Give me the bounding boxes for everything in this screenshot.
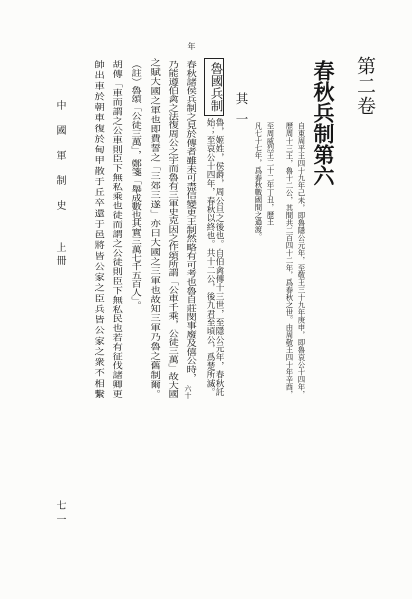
body-column: 春秋諸侯兵制之見於傳者雖未可盡信變更王制然略有可考也魯自莊閔事廢及僖公時，: [184, 60, 197, 382]
volume-label: 第二卷: [354, 56, 376, 116]
chapter-note-line: 至周威烈王二十二年丁丑，歷王: [266, 122, 275, 226]
body-column: 乃能遵伯禽之法復周公之宇而魯有三軍史克因之作頌所謂「公車千乘，公徒三萬」故大國: [166, 60, 179, 398]
inline-note-head: 年: [187, 42, 196, 50]
section-heading-note-line: 始；至哀公十四年，春秋以終也。共十二公，後九君至頃公，爲楚所滅。: [205, 118, 215, 396]
body-column: 之賦大國之軍也即費誓之「三郊三遂」亦曰大國之三軍也故知三軍乃魯之舊制爾。: [148, 58, 161, 398]
body-column: 胡傳「車而謂之公車則臣下無私乘也徒而謂之公徒則臣下無私民也若有征伐諸卿更: [110, 60, 123, 398]
section-heading: 魯國兵制: [204, 58, 224, 116]
chapter-title: 春秋兵制第六: [311, 60, 336, 186]
page-number: 七一: [54, 500, 65, 528]
chapter-note-line: 歷周十三王，魯十二公，其間共二百四十二年，爲春秋之世。由周敬王四十年辛酉，: [285, 122, 294, 398]
running-title: 中國軍制史: [54, 100, 65, 225]
body-column: 帥出車於朝車復於甸甲散于丘卒還于邑將皆公家之臣兵皆公家之衆不相繫: [92, 60, 105, 398]
chapter-note-line: 自東周平王四十九年己未，即魯隱公元年，至敬王三十九年庚申，即魯哀公十四年，: [297, 122, 306, 398]
section-heading-note-line: 魯，姬姓，侯爵，周公旦之後也。自伯禽傳十三世，至隱公元年，春秋託: [214, 118, 224, 396]
inline-note-tail: 六十: [184, 385, 192, 399]
chapter-note-line: 凡七十七年，爲春秋戰國間之過渡。: [254, 122, 263, 241]
annotation-column: （註）魯頌「公徒三萬」，鄭箋「舉成數也其實三萬七千五百人」。: [129, 60, 142, 310]
section-label: 其一: [234, 92, 249, 133]
volume-part: 上冊: [54, 242, 65, 268]
